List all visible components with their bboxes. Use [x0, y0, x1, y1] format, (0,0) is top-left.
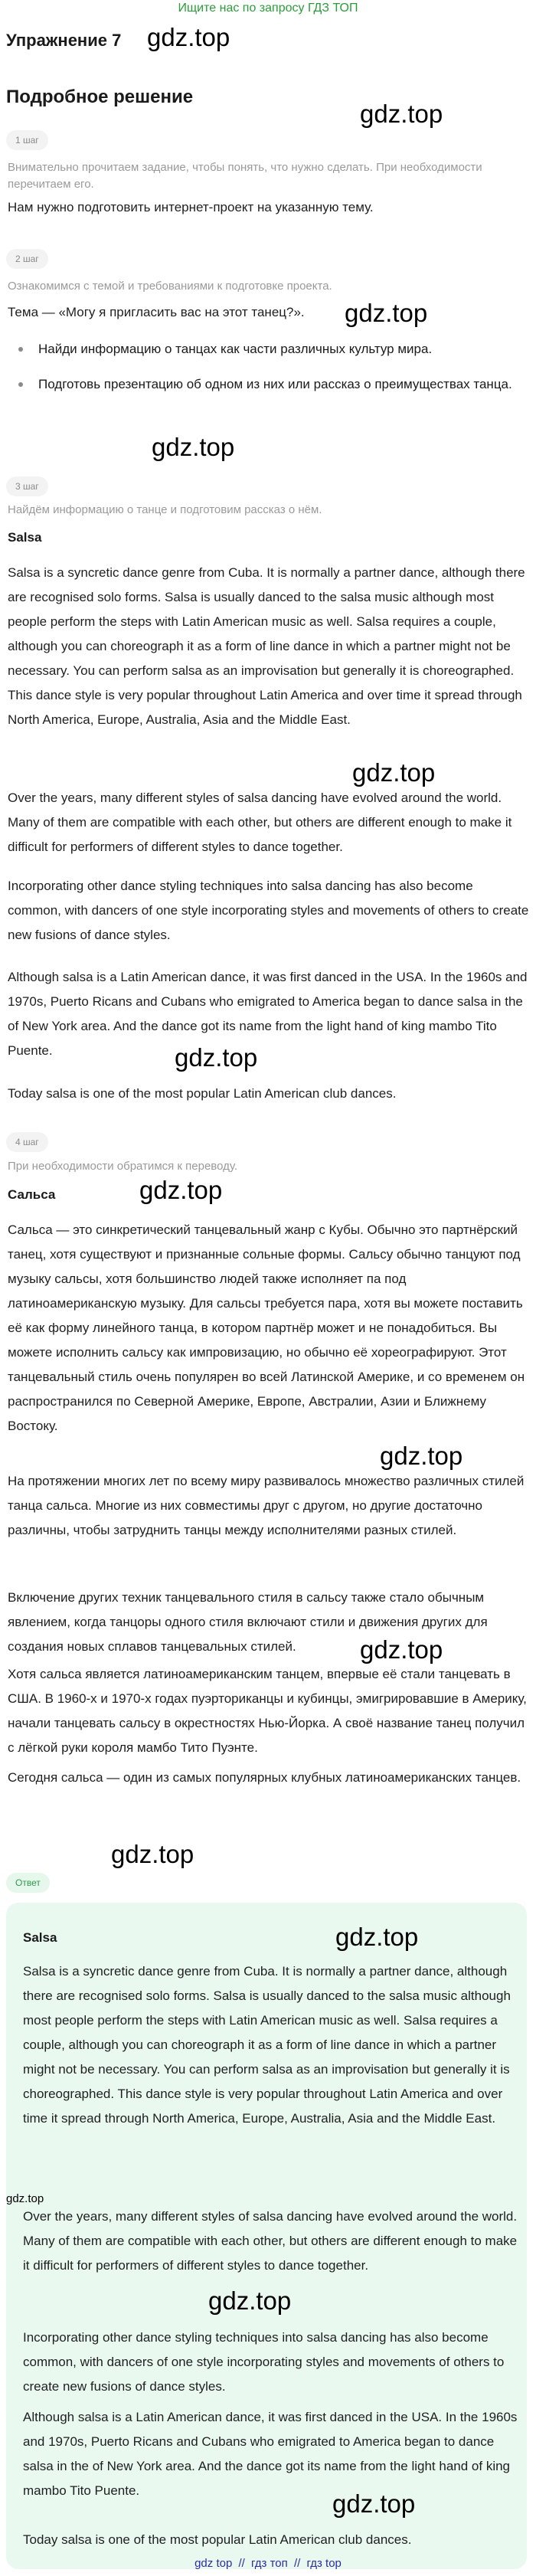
answer-paragraph: Incorporating other dance styling techniques into salsa dancing has also become common, with dancers of one style incorporating styles and movements of others to create new fusions of dance styles. [23, 2330, 505, 2394]
watermark: gdz.top [360, 100, 443, 128]
watermark: gdz.top [139, 1176, 223, 1204]
watermark: gdz.top [111, 1840, 194, 1868]
answer-paragraph: Today salsa is one of the most popular Latin American club dances. [23, 2532, 412, 2547]
step-1-chip: 1 шаг [6, 130, 48, 150]
english-title: Salsa [8, 530, 42, 545]
bullet-item: Найди информацию о танцах как части различных культур мира. [8, 337, 528, 362]
russian-paragraph: На протяжении многих лет по всему миру развивалось множество различных стилей танца сальса. Многие из них совместимы друг с другом, но другие достаточно различны, чтобы затруднить танцы между исполнителями разных стилей. [8, 1474, 525, 1537]
russian-paragraph: Включение других техник танцевального стиля в сальсу также стало обычным явлением, когда танцоры одного стиля включают стили и движения других для создания новых сплавов танцевальных стилей. [8, 1590, 488, 1654]
watermark: gdz.top [175, 1043, 258, 1072]
step-1-note: Внимательно прочитаем задание, чтобы понять, что нужно сделать. При необходимости перечитаем его. [8, 161, 482, 191]
english-paragraph: Over the years, many different styles of salsa dancing have evolved around the world. Many of them are compatible with each other, but others are different enough to make it difficult for performers of different styles to dance together. [8, 790, 512, 854]
bullet-item: Подготовь презентацию об одном из них или рассказ о преимуществах танца. [8, 372, 528, 397]
watermark: gdz.top [380, 1442, 463, 1470]
step-2-topic: Тема — «Могу я пригласить вас на этот танец?». [8, 305, 305, 319]
english-paragraph: Although salsa is a Latin American dance, it was first danced in the USA. In the 1960s and 1970s, Puerto Ricans and Cubans who emigrated to America began to dance salsa in the of New York area. And the dance got its name from the light hand of king mambo Tito Puente. [8, 970, 528, 1058]
bottom-link-gdz-top-mixed[interactable]: гдз top [306, 2557, 342, 2570]
english-paragraph: Today salsa is one of the most popular Latin American club dances. [8, 1086, 397, 1101]
answer-title: Salsa [23, 1930, 57, 1945]
answer-paragraph: Salsa is a syncretic dance genre from Cuba. It is normally a partner dance, although there are recognised solo forms. Salsa is usually danced to the salsa music although most people perform the steps with Latin American music as well. Salsa requires a couple, although you can choreograph it as a form of line dance in which a partner might not be necessary. You can perform salsa as an improvisation but generally it is choreographed. This dance style is very popular throughout Latin America and over time it spread through North America, Europe, Australia, Asia and the Middle East. [23, 1964, 511, 2126]
answer-paragraph: Over the years, many different styles of salsa dancing have evolved around the world. Many of them are compatible with each other, but others are different enough to make it difficult for performers of different styles to dance together. [23, 2209, 518, 2273]
watermark: gdz.top [345, 299, 428, 327]
answer-paragraph: Although salsa is a Latin American dance, it was first danced in the USA. In the 1960s and 1970s, Puerto Ricans and Cubans who emigrated to America began to dance salsa in the of New York area. And the dance got its name from the light hand of king mambo Tito Puente. [23, 2410, 518, 2498]
watermark: gdz.top [6, 2192, 44, 2205]
watermark: gdz.top [352, 758, 436, 787]
english-paragraph: Incorporating other dance styling techniques into salsa dancing has also become common, with dancers of one style incorporating styles and movements of others to create new fusions of dance styles. [8, 879, 529, 942]
russian-paragraph: Хотя сальса является латиноамериканским танцем, впервые её стали танцевать в США. В 1960-х и 1970-х годах пуэрториканцы и кубинцы, эмигрировавшие в Америку, начали танцевать сальсу в окрестностях Нью-Йорка. А своё название танец получил с лёгкой руки короля мамбо Тито Пуэнте. [8, 1667, 527, 1755]
exercise-title: Упражнение 7 [6, 31, 122, 50]
russian-paragraph: Сегодня сальса — один из самых популярных клубных латиноамериканских танцев. [8, 1770, 521, 1785]
bottom-link-gdz-top-ru[interactable]: гдз топ [251, 2557, 288, 2570]
top-search-link[interactable]: Ищите нас по запросу ГДЗ ТОП [178, 2, 358, 15]
watermark: gdz.top [335, 1923, 419, 1951]
watermark: gdz.top [152, 433, 235, 461]
watermark: gdz.top [208, 2286, 292, 2315]
step-1-text: Нам нужно подготовить интернет-проект на указанную тему. [8, 200, 374, 214]
watermark: gdz.top [147, 23, 230, 51]
english-paragraph: Salsa is a syncretic dance genre from Cuba. It is normally a partner dance, although there are recognised solo forms. Salsa is usually danced to the salsa music although most people perform the steps with Latin American music as well. Salsa requires a couple, although you can choreograph it as a form of line dance in which a partner might not be necessary. You can perform salsa as an improvisation but generally it is choreographed. This dance style is very popular throughout Latin America and over time it spread through North America, Europe, Australia, Asia and the Middle East. [8, 565, 525, 727]
russian-paragraph: Сальса — это синкретический танцевальный жанр с Кубы. Обычно это партнёрский танец, хотя существуют и признанные сольные формы. Сальсу обычно танцуют под музыку сальсы, хотя большинство людей также исполняет па под латиноамериканскую музыку. Для сальсы требуется пара, хотя вы можете поставить её как форму линейного танца, в котором партнёр может и не понадобиться. Вы можете исполнить сальсу как импровизацию, но обычно её хореографируют. Этот танцевальный стиль очень популярен во всей Латинской Америке, и со временем он распространился по Северной Америке, Европе, Австралии, Азии и Ближнему Востоку. [8, 1223, 525, 1433]
bottom-separator: // [238, 2557, 245, 2570]
step-3-note: Найдём информацию о танце и подготовим рассказ о нём. [8, 503, 322, 516]
step-4-note: При необходимости обратимся к переводу. [8, 1160, 238, 1173]
russian-title: Сальса [8, 1187, 56, 1202]
bottom-links [0, 2557, 536, 2570]
step-2-bullets [8, 337, 528, 408]
solution-title: Подробное решение [6, 87, 194, 107]
step-2-note: Ознакомимся с темой и требованиями к подготовке проекта. [8, 280, 332, 293]
step-4-chip: 4 шаг [6, 1132, 48, 1152]
bottom-separator: // [293, 2557, 301, 2570]
watermark: gdz.top [332, 2489, 416, 2518]
step-3-chip: 3 шаг [6, 476, 48, 496]
watermark: gdz.top [360, 1635, 443, 1664]
answer-chip: Ответ [6, 1873, 50, 1893]
bottom-link-gdz-top[interactable]: gdz top [194, 2557, 233, 2570]
step-2-chip: 2 шаг [6, 249, 48, 269]
